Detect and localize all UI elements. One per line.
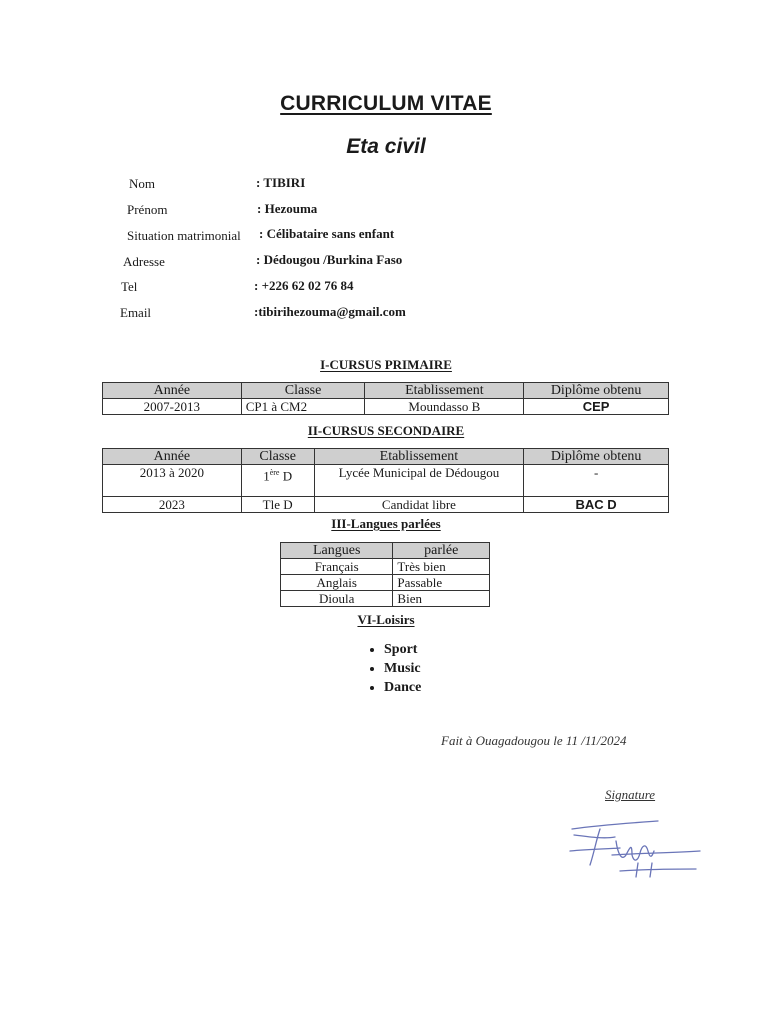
- info-value-prenom: : Hezouma: [257, 201, 318, 216]
- table-cell: BAC D: [524, 497, 669, 513]
- list-item: • Dance: [384, 678, 421, 697]
- table-cell: Moundasso B: [365, 399, 524, 415]
- table-cell: Passable: [393, 575, 490, 591]
- table-row: [103, 465, 669, 497]
- table-cell: CEP: [524, 399, 669, 415]
- table-header-cell: parlée: [393, 543, 490, 559]
- classe-sup: ère: [269, 468, 280, 477]
- table-header-cell: Etablissement: [314, 449, 524, 465]
- table-row: [103, 497, 669, 513]
- info-value-email: :tibirihezouma@gmail.com: [254, 304, 406, 319]
- handwritten-signature: [560, 815, 705, 885]
- table-header-row: [281, 543, 490, 559]
- table-header-row: [103, 449, 669, 465]
- info-label-email: Email: [120, 305, 152, 320]
- table-cell: 2007-2013: [103, 399, 242, 415]
- info-label-prenom: Prénom: [127, 202, 168, 217]
- primaire-table: [102, 382, 669, 415]
- loisirs-list: [360, 640, 421, 697]
- table-row: [281, 575, 490, 591]
- info-label-situation: Situation matrimonial: [127, 228, 241, 243]
- table-cell: Candidat libre: [314, 497, 524, 513]
- table-cell: 2013 à 2020: [103, 465, 242, 497]
- table-cell: [241, 465, 314, 497]
- table-row: [281, 559, 490, 575]
- info-value-nom: : TIBIRI: [256, 175, 306, 190]
- signature-label: Signature: [605, 787, 656, 802]
- table-cell: Lycée Municipal de Dédougou: [314, 465, 524, 497]
- table-row: [281, 591, 490, 607]
- classe-num: 1: [263, 468, 270, 484]
- table-header-cell: Classe: [241, 449, 314, 465]
- page-title: CURRICULUM VITAE: [280, 92, 492, 115]
- classe-suffix: D: [279, 468, 293, 484]
- secondaire-table: [102, 448, 669, 513]
- info-label-nom: Nom: [129, 176, 155, 191]
- table-cell: Bien: [393, 591, 490, 607]
- place-date: Fait à Ouagadougou le 11 /11/2024: [441, 733, 627, 748]
- info-value-situation: : Célibataire sans enfant: [259, 226, 395, 241]
- table-header-cell: Langues: [281, 543, 393, 559]
- section-loisirs-title: VI-Loisirs: [357, 612, 415, 627]
- table-header-cell: Classe: [241, 383, 365, 399]
- table-cell: 2023: [103, 497, 242, 513]
- info-value-tel: : +226 62 02 76 84: [254, 278, 354, 293]
- table-header-cell: Année: [103, 383, 242, 399]
- table-cell: Anglais: [281, 575, 393, 591]
- list-item: • Music: [384, 659, 421, 678]
- table-cell: -: [524, 465, 669, 497]
- table-header-cell: Diplôme obtenu: [524, 383, 669, 399]
- table-cell: Tle D: [241, 497, 314, 513]
- section-secondaire-title: II-CURSUS SECONDAIRE: [307, 423, 465, 438]
- list-item: • Sport: [384, 640, 421, 659]
- section-langues-title: III-Langues parlées: [331, 516, 441, 531]
- table-cell: Dioula: [281, 591, 393, 607]
- info-label-adresse: Adresse: [123, 254, 165, 269]
- table-cell: Très bien: [393, 559, 490, 575]
- table-row: [103, 399, 669, 415]
- table-header-cell: Année: [103, 449, 242, 465]
- table-cell: CP1 à CM2: [241, 399, 365, 415]
- table-header-row: [103, 383, 669, 399]
- langues-table: [280, 542, 490, 607]
- info-value-adresse: : Dédougou /Burkina Faso: [256, 252, 403, 267]
- table-header-cell: Etablissement: [365, 383, 524, 399]
- section-primaire-title: I-CURSUS PRIMAIRE: [320, 357, 452, 372]
- table-cell: Français: [281, 559, 393, 575]
- section-etat-civil-title: Eta civil: [346, 135, 426, 158]
- table-header-cell: Diplôme obtenu: [524, 449, 669, 465]
- info-label-tel: Tel: [121, 279, 138, 294]
